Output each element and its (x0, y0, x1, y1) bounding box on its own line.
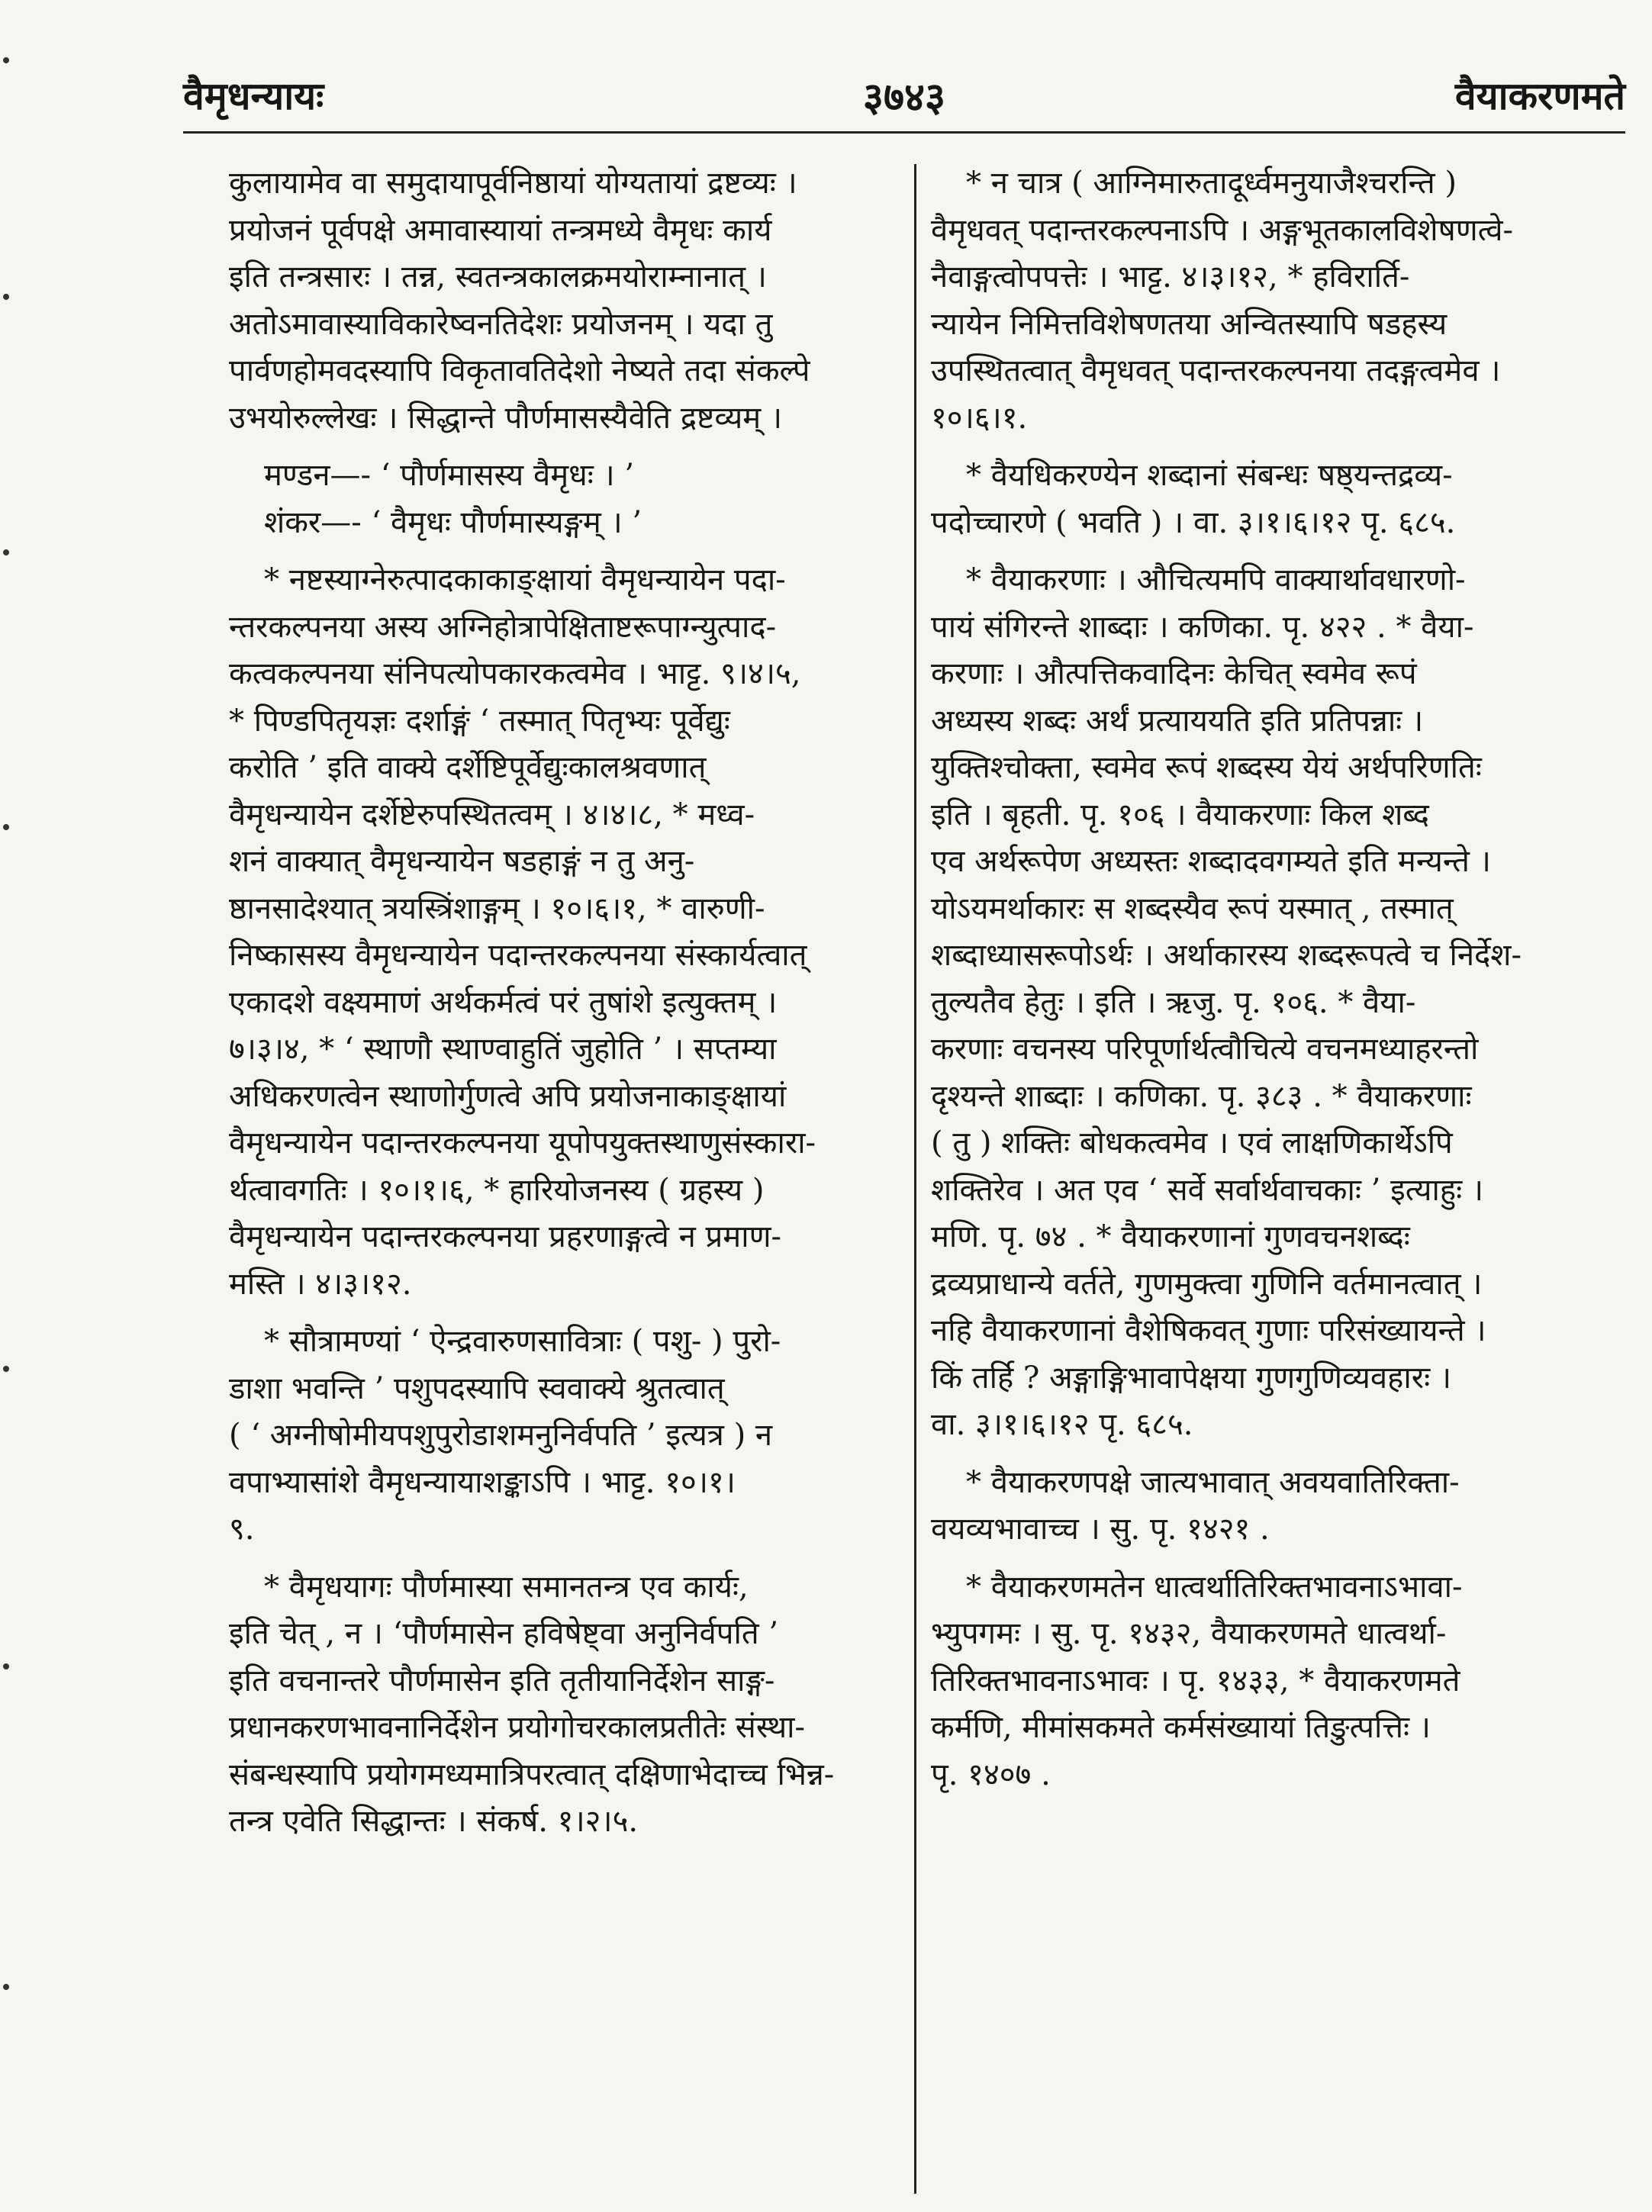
text-line: * पिण्डपितृयज्ञः दर्शाङ्गं ‘ तस्मात् पितृभ्यः पूर्वेद्युः (229, 703, 730, 739)
text-line: * वैयाकरणाः । औचित्यमपि वाक्यार्थावधारणो- (966, 562, 1466, 597)
text-line: नैवाङ्गत्वोपपत्तेः । भाट्ट. ४।३।१२, * हविरार्ति- (931, 259, 1410, 295)
paragraph (229, 1319, 900, 1554)
text-line: वैमृधन्यायेन पदान्तरकल्पनया यूपोपयुक्तस्थाणुसंस्कारा- (229, 1125, 816, 1161)
text-line: डाशा भवन्ति ’ पशुपदस्यापि स्ववाक्ये श्रुतत्वात् (229, 1370, 725, 1406)
paragraph (229, 452, 900, 546)
text-line: ९. (229, 1512, 255, 1547)
scan-edge-mark (3, 1984, 9, 1990)
scan-edge-mark (3, 824, 9, 830)
text-line: पदोच्चारणे ( भवति ) । वा. ३।१।६।१२ पृ. ६८५. (931, 504, 1456, 540)
text-line: उपस्थितत्वात् वैमृधवत् पदान्तरकल्पनया तदङ्गत्वमेव । (931, 353, 1501, 388)
text-line: करणाः वचनस्य परिपूर्णार्थत्वौचित्ये वचनमध्याहरन्तो (931, 1032, 1479, 1067)
text-line: शक्तिरेव । अत एव ‘ सर्वे सर्वार्थवाचकाः ’ इत्याहुः । (931, 1172, 1484, 1208)
text-line: मणि. पृ. ७४ . * वैयाकरणानां गुणवचनशब्दः (931, 1219, 1410, 1254)
text-line: एव अर्थरूपेण अध्यस्तः शब्दादवगम्यते इति मन्यन्ते । (931, 844, 1491, 879)
text-line: न्यायेन निमित्तविशेषणतया अन्वितस्यापि षडहस्य (931, 306, 1448, 342)
text-line: निष्कासस्य वैमृधन्यायेन पदान्तरकल्पनया संस्कार्यत्वात् (229, 938, 807, 973)
text-line: * वैमृधयागः पौर्णमास्या समानतन्त्र एव कार्यः, (264, 1569, 749, 1605)
text-line: तिरिक्तभावनाऽभावः । पृ. १४३३, * वैयाकरणमते (931, 1663, 1460, 1698)
paragraph (931, 557, 1610, 1449)
text-line: कत्वकल्पनया संनिपत्योपकारकत्वमेव । भाट्ट. ९।४।५, (229, 656, 801, 691)
scan-edge-mark (3, 1663, 9, 1669)
text-line: उभयोरुल्लेखः । सिद्धान्ते पौर्णमासस्यैवेति द्रष्टव्यम् । (229, 400, 783, 436)
text-line: वयव्यभावाच्च । सु. पृ. १४२१ . (931, 1512, 1270, 1547)
text-line: अतोऽमावास्याविकारेष्वनतिदेशः प्रयोजनम् । यदा तु (229, 306, 773, 342)
right-column (931, 160, 1610, 1798)
text-line: कर्मणि, मीमांसकमते कर्मसंख्यायां तिङुत्पत्तिः । (931, 1710, 1431, 1745)
text-line: शंकर—- ‘ वैमृधः पौर्णमास्यङ्गम् । ’ (264, 504, 642, 540)
text-line: भ्युपगमः । सु. पृ. १४३२, वैयाकरणमते धात्वर्था- (931, 1616, 1447, 1651)
text-line: शब्दाध्यासरूपोऽर्थः । अर्थाकारस्य शब्दरूपत्वे च निर्देश- (931, 938, 1522, 973)
text-line: इति । बृहती. पृ. १०६ । वैयाकरणाः किल शब्द (931, 797, 1429, 832)
text-line: शनं वाक्यात् वैमृधन्यायेन षडहाङ्गं न तु अनु- (229, 844, 695, 879)
paragraph (931, 160, 1610, 442)
text-line: किं तर्हि ? अङ्गाङ्गिभावापेक्षया गुणगुणिव्यवहारः । (931, 1360, 1452, 1396)
text-line: तुल्यतैव हेतुः । इति । ऋजु. पृ. १०६. * वैया- (931, 984, 1416, 1020)
text-line: इति चेत् , न । ‘पौर्णमासेन हविषेष्ट्वा अनुनिर्वपति ’ (229, 1616, 779, 1651)
text-line: करणाः । औत्पत्तिकवादिनः केचित् स्वमेव रूपं (931, 656, 1417, 691)
text-line: * नष्टस्याग्नेरुत्पादकाकाङ्क्षायां वैमृधन्यायेन पदा- (264, 562, 786, 597)
text-line: मण्डन—- ‘ पौर्णमासस्य वैमृधः । ’ (264, 458, 635, 493)
text-line: कुलायामेव वा समुदायापूर्वनिष्ठायां योग्यतायां द्रष्टव्यः । (229, 166, 797, 201)
text-line: वैमृधवत् पदान्तरकल्पनाऽपि । अङ्गभूतकालविशेषणत्वे- (931, 212, 1514, 248)
page-number: ३७४३ (862, 74, 946, 121)
text-line: द्रव्यप्राधान्ये वर्तते, गुणमुक्त्वा गुणिनि वर्तमानत्वात् । (931, 1266, 1483, 1302)
text-line: नहि वैयाकरणानां वैशेषिकवत् गुणाः परिसंख्यायन्ते । (931, 1313, 1486, 1348)
text-line: प्रधानकरणभावनानिर्देशेन प्रयोगोचरकालप्रतीतेः संस्था- (229, 1710, 806, 1745)
text-line: तन्त्र एवेति सिद्धान्तः । संकर्ष. १।२।५. (229, 1804, 639, 1839)
header-rule (183, 131, 1625, 134)
text-line: वपाभ्यासांशे वैमृधन्यायाशङ्काऽपि । भाट्ट. १०।१। (229, 1464, 736, 1500)
text-line: ७।३।४, * ‘ स्थाणौ स्थाण्वाहुतिं जुहोति ’ । सप्तम्या (229, 1032, 777, 1067)
text-line: इति वचनान्तरे पौर्णमासेन इति तृतीयानिर्देशेन साङ्ग- (229, 1663, 775, 1698)
text-line: वैमृधन्यायेन पदान्तरकल्पनया प्रहरणाङ्गत्वे न प्रमाण- (229, 1219, 782, 1254)
text-line: दृश्यन्ते शाब्दाः । कणिका. पृ. ३८३ . * वैयाकरणाः (931, 1078, 1472, 1114)
scan-edge-mark (3, 549, 9, 555)
text-line: एकादशे वक्ष्यमाणं अर्थकर्मत्वं परं तुषांशे इत्युक्तम् । (229, 984, 778, 1020)
header-left-keyword: वैमृधन्यायः (183, 73, 324, 118)
text-line: योऽयमर्थाकारः स शब्दस्यैव रूपं यस्मात् , तस्मात् (931, 890, 1454, 926)
scan-edge-mark (3, 294, 9, 300)
text-line: युक्तिश्चोक्ता, स्वमेव रूपं शब्दस्य येयं अर्थपरिणतिः (931, 750, 1482, 785)
text-line: र्थत्वावगतिः । १०।१।६, * हारियोजनस्य ( ग्रहस्य ) (229, 1172, 765, 1208)
paragraph (229, 160, 900, 442)
text-line: * वैयाकरणपक्षे जात्यभावात् अवयवातिरिक्ता- (966, 1464, 1460, 1500)
text-line: * वैयाकरणमतेन धात्वर्थातिरिक्तभावनाऽभावा- (966, 1569, 1463, 1605)
column-divider (914, 164, 916, 2194)
text-line: ( तु ) शक्तिः बोधकत्वमेव । एवं लाक्षणिकार्थेऽपि (931, 1125, 1453, 1161)
text-line: पृ. १४०७ . (931, 1756, 1051, 1792)
scan-edge-mark (3, 1366, 9, 1372)
paragraph (931, 1460, 1610, 1554)
text-line: मस्ति । ४।३।१२. (229, 1266, 412, 1302)
text-line: इति तन्त्रसारः । तन्न, स्वतन्त्रकालक्रमयोराम्नानात् । (229, 259, 767, 295)
text-line: १०।६।१. (931, 400, 1028, 436)
text-line: करोति ’ इति वाक्ये दर्शेष्टिपूर्वेद्युःकालश्रवणात् (229, 750, 707, 785)
paragraph (229, 557, 900, 1308)
left-column (229, 160, 900, 1846)
text-line: संबन्धस्यापि प्रयोगमध्यमात्रिपरत्वात् दक्षिणाभेदाच्च भिन्न- (229, 1756, 835, 1792)
text-line: पायं संगिरन्ते शाब्दाः । कणिका. पृ. ४२२ . * वैया- (931, 609, 1474, 645)
text-line: अध्यस्य शब्दः अर्थं प्रत्याययति इति प्रतिपन्नाः । (931, 703, 1424, 739)
text-line: न्तरकल्पनया अस्य अग्निहोत्रापेक्षिताष्टरूपाग्न्युत्पाद- (229, 609, 777, 645)
text-line: पार्वणहोमवदस्यापि विकृतावतिदेशो नेष्यते तदा संकल्पे (229, 353, 810, 388)
paragraph (931, 1564, 1610, 1799)
page-header (183, 69, 1625, 130)
text-line: वा. ३।१।६।१२ पृ. ६८५. (931, 1407, 1193, 1442)
text-line: * सौत्रामण्यां ‘ ऐन्द्रवारुणसावित्राः ( पशु- ) पुरो- (264, 1324, 781, 1359)
paragraph (931, 452, 1610, 546)
text-line: * वैयधिकरण्येन शब्दानां संबन्धः षष्ठ्यन्तद्रव्य- (966, 458, 1453, 493)
scan-edge-mark (3, 57, 9, 63)
header-right-keyword: वैयाकरणमते (1454, 73, 1625, 118)
text-line: ष्ठानसादेश्यात् त्रयस्त्रिंशाङ्गम् । १०।६।१, * वारुणी- (229, 890, 765, 926)
paragraph (229, 1564, 900, 1846)
text-line: ( ‘ अग्नीषोमीयपशुपुरोडाशमनुनिर्वपति ’ इत्यत्र ) न (229, 1418, 773, 1453)
text-line: प्रयोजनं पूर्वपक्षे अमावास्यायां तन्त्रमध्ये वैमृधः कार्य (229, 212, 772, 248)
text-line: * न चात्र ( आग्निमारुतादूर्ध्वमनुयाजैश्चरन्ति ) (966, 166, 1457, 201)
text-line: वैमृधन्यायेन दर्शेष्टेरुपस्थितत्वम् । ४।४।८, * मध्व- (229, 797, 755, 832)
text-line: अधिकरणत्वेन स्थाणोर्गुणत्वे अपि प्रयोजनाकाङ्क्षायां (229, 1078, 787, 1114)
